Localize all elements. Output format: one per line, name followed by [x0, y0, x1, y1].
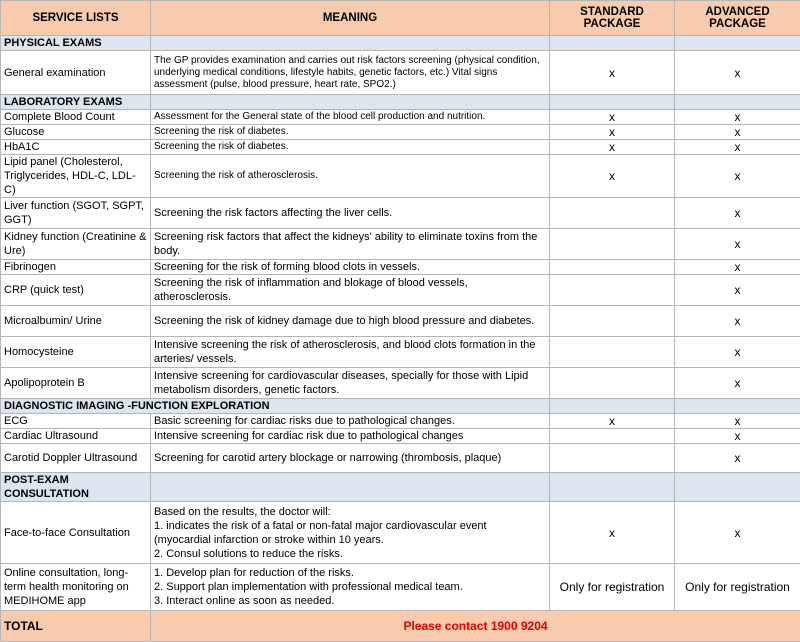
advanced-mark: x [675, 414, 800, 429]
advanced-mark: x [675, 51, 800, 95]
service-name: Liver function (SGOT, SGPT, GGT) [1, 198, 151, 229]
service-name: HbA1C [1, 140, 151, 155]
total-label: TOTAL [1, 611, 151, 642]
header-advanced-package: ADVANCED PACKAGE [675, 1, 800, 36]
table-row [1, 306, 800, 337]
service-name: Apolipoprotein B [1, 368, 151, 399]
service-name: Online consultation, long-term health monitoring on MEDIHOME app [1, 564, 151, 611]
table-row [1, 51, 800, 95]
table-row [1, 110, 800, 125]
meaning-line: 2. Support plan implementation with professional medical team. [154, 580, 546, 594]
meaning-line: 2. Consul solutions to reduce the risks. [154, 547, 546, 561]
meaning-line: 1. indicates the risk of a fatal or non-fatal major cardiovascular event (myocardial infarction or stroke within 10 years. [154, 519, 546, 547]
header-standard-package: STANDARD PACKAGE [550, 1, 675, 36]
header-meaning: MEANING [151, 1, 550, 36]
service-meaning: Basic screening for cardiac risks due to pathological changes. [151, 414, 550, 429]
standard-mark: x [550, 110, 675, 125]
service-meaning: Assessment for the General state of the blood cell production and nutrition. [151, 110, 550, 125]
meaning-line: 1. Develop plan for reduction of the risks. [154, 566, 546, 580]
advanced-mark: x [675, 260, 800, 275]
service-meaning: Screening for the risk of forming blood clots in vessels. [151, 260, 550, 275]
advanced-mark: x [675, 275, 800, 306]
standard-mark: x [550, 414, 675, 429]
standard-mark [550, 229, 675, 260]
service-meaning: Screening the risk of inflammation and blokage of blood vessels, atherosclerosis. [151, 275, 550, 306]
total-row [1, 611, 800, 642]
service-name: Lipid panel (Cholesterol, Triglycerides, HDL-C, LDL-C) [1, 155, 151, 198]
service-meaning: Screening the risk of diabetes. [151, 125, 550, 140]
service-name: Face-to-face Consultation [1, 502, 151, 564]
service-meaning: Screening the risk of kidney damage due to high blood pressure and diabetes. [151, 306, 550, 337]
table-row [1, 444, 800, 473]
service-meaning: Intensive screening the risk of atherosclerosis, and blood clots formation in the arteries/ vessels. [151, 337, 550, 368]
service-name: Glucose [1, 125, 151, 140]
standard-mark: x [550, 140, 675, 155]
standard-mark: x [550, 51, 675, 95]
header-service-lists: SERVICE LISTS [1, 1, 151, 36]
standard-mark: Only for registration [550, 564, 675, 611]
table-row [1, 502, 800, 564]
advanced-mark: Only for registration [675, 564, 800, 611]
advanced-mark: x [675, 368, 800, 399]
advanced-mark: x [675, 502, 800, 564]
service-meaning: Screening the risk of diabetes. [151, 140, 550, 155]
service-name: Carotid Doppler Ultrasound [1, 444, 151, 473]
section-row [1, 36, 800, 51]
service-name: CRP (quick test) [1, 275, 151, 306]
section-title: LABORATORY EXAMS [1, 95, 151, 110]
advanced-mark: x [675, 429, 800, 444]
standard-mark [550, 198, 675, 229]
table-row [1, 229, 800, 260]
advanced-mark: x [675, 337, 800, 368]
standard-mark: x [550, 502, 675, 564]
advanced-mark: x [675, 110, 800, 125]
table-row [1, 275, 800, 306]
service-name: Fibrinogen [1, 260, 151, 275]
table-row [1, 368, 800, 399]
section-title: DIAGNOSTIC IMAGING -FUNCTION EXPLORATION [1, 399, 550, 414]
standard-mark [550, 260, 675, 275]
standard-mark: x [550, 155, 675, 198]
advanced-mark: x [675, 155, 800, 198]
section-title: POST-EXAM CONSULTATION [1, 473, 151, 502]
advanced-mark: x [675, 125, 800, 140]
standard-mark [550, 337, 675, 368]
service-name: ECG [1, 414, 151, 429]
service-meaning: Screening for carotid artery blockage or narrowing (thrombosis, plaque) [151, 444, 550, 473]
standard-mark [550, 306, 675, 337]
standard-mark [550, 444, 675, 473]
table-row [1, 140, 800, 155]
standard-mark [550, 368, 675, 399]
table-row [1, 429, 800, 444]
meaning-line: Based on the results, the doctor will: [154, 505, 546, 519]
table-row [1, 125, 800, 140]
standard-mark [550, 275, 675, 306]
section-row [1, 95, 800, 110]
service-meaning [151, 502, 550, 564]
service-meaning: Screening risk factors that affect the kidneys' ability to eliminate toxins from the body. [151, 229, 550, 260]
header-row [1, 1, 800, 36]
advanced-mark: x [675, 140, 800, 155]
service-name: Kidney function (Creatinine & Ure) [1, 229, 151, 260]
advanced-mark: x [675, 444, 800, 473]
service-name: Microalbumin/ Urine [1, 306, 151, 337]
table-row [1, 260, 800, 275]
table-row [1, 564, 800, 611]
service-meaning: The GP provides examination and carries out risk factors screening (physical condition, underlying medical conditions, lifestyle habits, genetic factors, etc.) Vital signs assessment (pulse, blood pressure, heart rate, SPO2.) [151, 51, 550, 95]
service-meaning: Intensive screening for cardiac risk due to pathological changes [151, 429, 550, 444]
service-name: Complete Blood Count [1, 110, 151, 125]
section-row [1, 473, 800, 502]
service-meaning: Screening the risk factors affecting the liver cells. [151, 198, 550, 229]
contact-text: Please contact 1900 9204 [151, 611, 800, 642]
table-row [1, 414, 800, 429]
section-title: PHYSICAL EXAMS [1, 36, 151, 51]
service-name: Homocysteine [1, 337, 151, 368]
service-meaning: Intensive screening for cardiovascular diseases, specially for those with Lipid metabolism disorders, genetic factors. [151, 368, 550, 399]
table-row [1, 198, 800, 229]
section-row [1, 399, 800, 414]
service-name: Cardiac Ultrasound [1, 429, 151, 444]
advanced-mark: x [675, 229, 800, 260]
service-meaning [151, 564, 550, 611]
advanced-mark: x [675, 306, 800, 337]
standard-mark: x [550, 125, 675, 140]
standard-mark [550, 429, 675, 444]
table-row [1, 337, 800, 368]
advanced-mark: x [675, 198, 800, 229]
service-meaning: Screening the risk of atherosclerosis. [151, 155, 550, 198]
meaning-line: 3. Interact online as soon as needed. [154, 594, 546, 608]
service-name: General examination [1, 51, 151, 95]
table-row [1, 155, 800, 198]
